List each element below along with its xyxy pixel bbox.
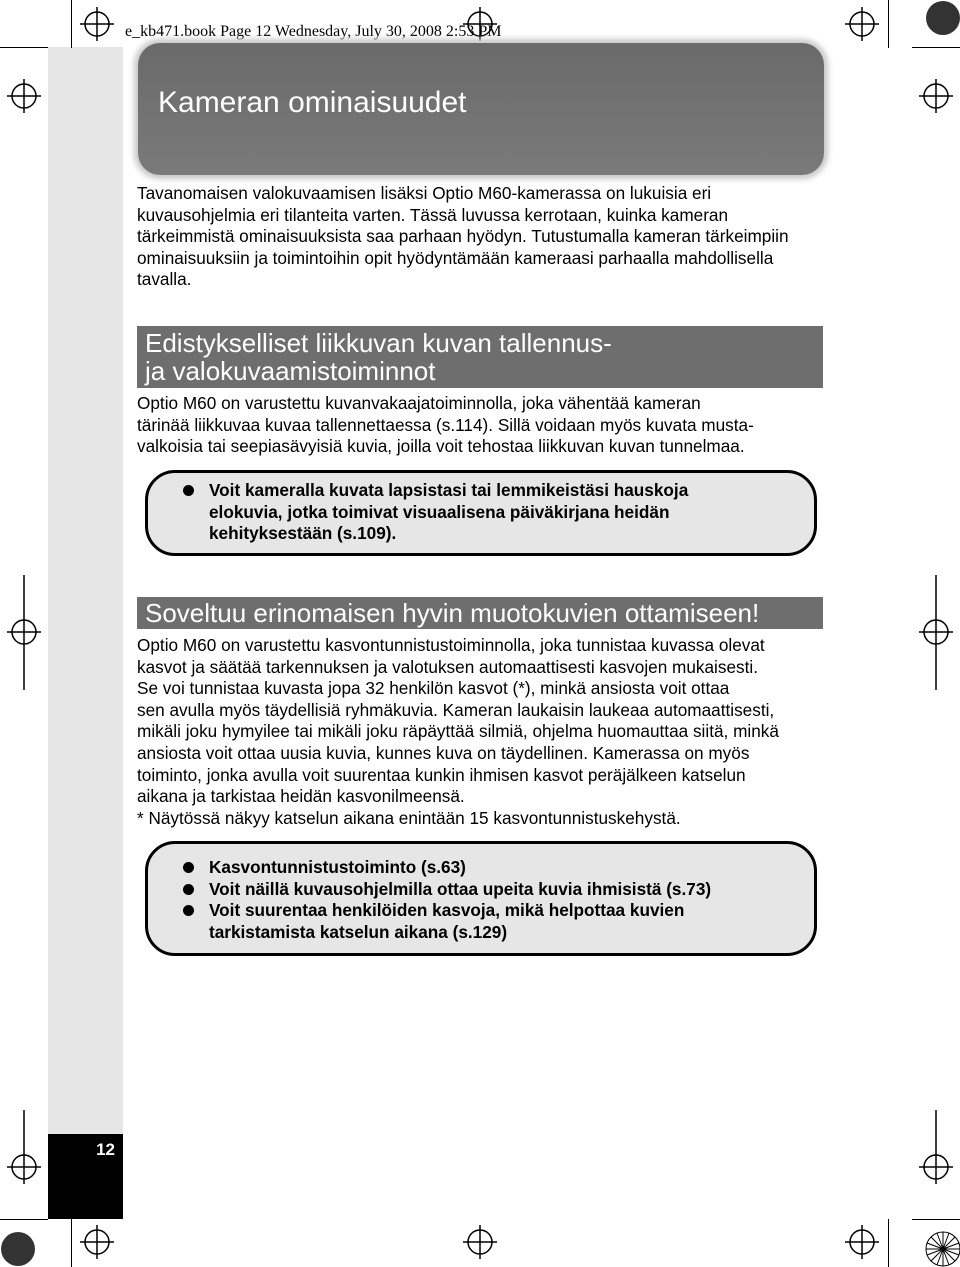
intro-line: ominaisuuksiin ja toimintoihin opit hyödyntämään kameraasi parhaalla mahdollisella: [137, 247, 774, 268]
body-line: Optio M60 on varustettu kuvanvakaajatoiminnolla, joka vähentää kameran: [137, 393, 701, 413]
registration-mark-left-2: [7, 575, 41, 690]
intro-paragraph: [137, 183, 827, 291]
registration-mark-right-3: [919, 1110, 953, 1184]
callout-bullet-item: Kasvontunnistustoiminto (s.63): [183, 857, 711, 879]
intro-line: tavalla.: [137, 269, 192, 290]
body-line: Se voi tunnistaa kuvasta jopa 32 henkilön kasvot (*), minkä ansiosta voit ottaa: [137, 678, 730, 699]
heading-line: ja valokuvaamistoiminnot: [145, 356, 436, 386]
callout-bullet-item: Voit kameralla kuvata lapsistasi tai lemmikeistäsi hauskoja elokuvia, jotka toimivat visuaalisena päiväkirjana heidän kehityksestään (s.109).: [183, 480, 688, 545]
callout-bullet-list: [183, 480, 688, 545]
callout-box-portraits: [145, 841, 817, 956]
page-number: 12: [96, 1140, 115, 1159]
registration-mark-right-1: [919, 79, 953, 113]
print-info-line: e_kb471.book Page 12 Wednesday, July 30, 2008 2:53 PM: [125, 23, 502, 40]
body-line: valkoisia tai seepiasävyisiä kuvia, joilla voit tehostaa liikkuvan kuvan tunnelmaa.: [137, 436, 745, 457]
registration-mark-bottom-3: [845, 1225, 879, 1259]
registration-mark-top-3: [845, 7, 879, 41]
body-line: mikäli joku hymyilee tai mikäli joku räpäyttää silmiä, ohjelma huomauttaa siitä, minkä: [137, 721, 779, 742]
body-line: tärinää liikkuvaa kuvaa tallennettaessa (s.114). Sillä voidaan myös kuvata musta-: [137, 414, 754, 435]
section-portraits-body: [137, 635, 827, 829]
section-heading-portraits: [137, 597, 823, 629]
heading-line: Soveltuu erinomaisen hyvin muotokuvien ottamiseen!: [145, 598, 760, 628]
heading-line: Edistykselliset liikkuvan kuvan tallennus-: [145, 328, 612, 358]
starburst-bottom-right: [926, 1232, 960, 1266]
callout-bullet-list: [183, 857, 711, 943]
registration-mark-right-2: [919, 575, 953, 690]
body-line: sen avulla myös täydellisiä ryhmäkuvia. Kameran laukaisin laukeaa automaattisesti,: [137, 699, 775, 720]
intro-line: Tavanomaisen valokuvaamisen lisäksi Optio M60-kamerassa on lukuisia eri: [137, 183, 712, 203]
body-line: kasvot ja säätää tarkennuksen ja valotuksen automaattisesti kasvojen mukaisesti.: [137, 656, 758, 677]
callout-box-video: [145, 470, 817, 556]
body-line: Optio M60 on varustettu kasvontunnistustoiminnolla, joka tunnistaa kuvassa olevat: [137, 635, 765, 655]
page-title: Kameran ominaisuudet: [158, 86, 467, 119]
color-dot-bottom-left: [1, 1232, 35, 1266]
callout-bullet-item: Voit suurentaa henkilöiden kasvoja, mikä helpottaa kuvien tarkistamista katselun aikana (s.129): [183, 900, 711, 943]
registration-mark-bottom-2: [463, 1225, 497, 1259]
registration-mark-top-1: [80, 7, 114, 41]
registration-mark-left-3: [7, 1110, 41, 1184]
callout-bullet-item: Voit näillä kuvausohjelmilla ottaa upeita kuvia ihmisistä (s.73): [183, 879, 711, 901]
footnote-line: * Näytössä näkyy katselun aikana enintään 15 kasvontunnistuskehystä.: [137, 807, 681, 828]
registration-mark-left-1: [7, 79, 41, 113]
body-line: toiminto, jonka avulla voit suurentaa kunkin ihmisen kasvot peräjälkeen katselun: [137, 764, 746, 785]
color-dot-top-right: [926, 1, 960, 35]
body-line: ansiosta voit ottaa uusia kuvia, kunnes kuva on täydellinen. Kamerassa on myös: [137, 742, 750, 763]
intro-line: kuvausohjelmia eri tilanteita varten. Tässä luvussa kerrotaan, kuinka kameran: [137, 204, 729, 225]
registration-mark-bottom-1: [80, 1225, 114, 1259]
intro-line: tärkeimmistä ominaisuuksista saa parhaan hyödyn. Tutustumalla kameran tärkeimpiin: [137, 226, 789, 247]
section-video-body: [137, 393, 827, 458]
section-heading-video: [137, 326, 823, 388]
body-line: aikana ja tarkistaa heidän kasvonilmeensä.: [137, 786, 465, 807]
